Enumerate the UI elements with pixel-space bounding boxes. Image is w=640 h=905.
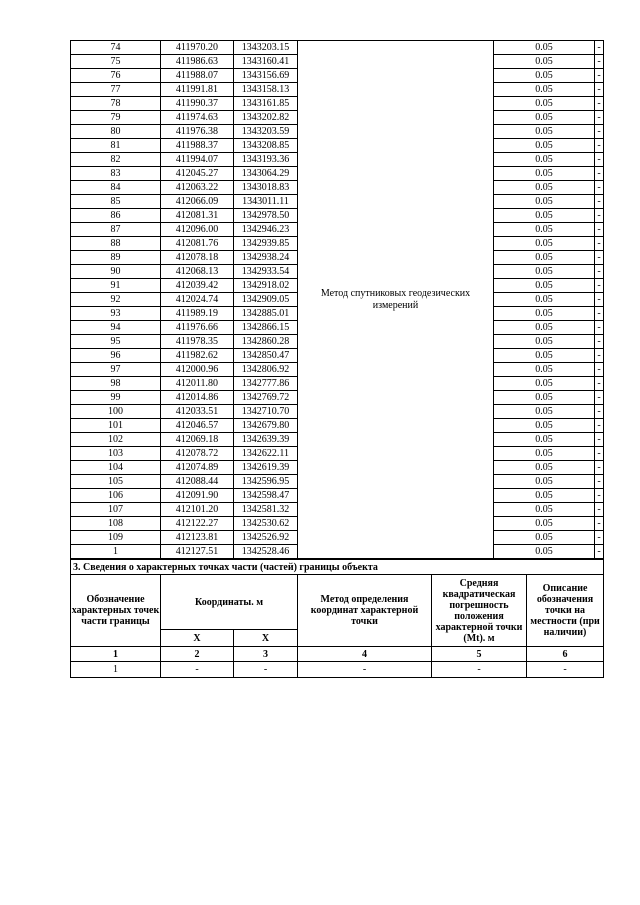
cell-description: -: [595, 489, 604, 503]
cell-description: -: [595, 363, 604, 377]
cell-point: 105: [71, 475, 161, 489]
cell-x: 412123.81: [161, 531, 234, 545]
cell-y: 1342619.39: [234, 461, 298, 475]
cell-error: 0.05: [494, 265, 595, 279]
cell-description: -: [595, 69, 604, 83]
cell-error: 0.05: [494, 237, 595, 251]
cell-y: 1343158.13: [234, 83, 298, 97]
cell-description: -: [595, 237, 604, 251]
cell-x: 412101.20: [161, 503, 234, 517]
cell-x: 411974.63: [161, 111, 234, 125]
cell-description: -: [595, 307, 604, 321]
cell-y: 1343011.11: [234, 195, 298, 209]
cell-point: 77: [71, 83, 161, 97]
cell-point: 81: [71, 139, 161, 153]
cell-error: 0.05: [494, 405, 595, 419]
cell-error: 0.05: [494, 83, 595, 97]
cell-point: 76: [71, 69, 161, 83]
cell-description: -: [595, 475, 604, 489]
cell-x: 412045.27: [161, 167, 234, 181]
cell-x: 411989.19: [161, 307, 234, 321]
cell-x: 411970.20: [161, 41, 234, 55]
cell-description: -: [595, 447, 604, 461]
cell-error: 0.05: [494, 461, 595, 475]
cell-point: 1: [71, 662, 161, 678]
cell-error: 0.05: [494, 363, 595, 377]
cell-x: 411991.81: [161, 83, 234, 97]
cell-x: 411976.38: [161, 125, 234, 139]
cell-description: -: [595, 517, 604, 531]
cell-x: 412011.80: [161, 377, 234, 391]
cell-y: 1343193.36: [234, 153, 298, 167]
cell-point: 74: [71, 41, 161, 55]
cell-error: 0.05: [494, 167, 595, 181]
cell-description: -: [595, 531, 604, 545]
cell-description: -: [595, 139, 604, 153]
cell-x: 412096.00: [161, 223, 234, 237]
cell-point: 97: [71, 363, 161, 377]
cell-description: -: [595, 405, 604, 419]
cell-description: -: [527, 662, 604, 678]
cell-point: 80: [71, 125, 161, 139]
cell-point: 94: [71, 321, 161, 335]
cell-y: 1342639.39: [234, 433, 298, 447]
cell-x: 411988.37: [161, 139, 234, 153]
cell-error: 0.05: [494, 111, 595, 125]
cell-y: 1342850.47: [234, 349, 298, 363]
cell-x: 412078.72: [161, 447, 234, 461]
header-x2: X: [234, 630, 298, 647]
cell-y: 1342679.80: [234, 419, 298, 433]
cell-y: 1342860.28: [234, 335, 298, 349]
cell-x: 411994.07: [161, 153, 234, 167]
cell-error: 0.05: [494, 139, 595, 153]
cell-description: -: [595, 265, 604, 279]
cell-point: 86: [71, 209, 161, 223]
cell-x: 412088.44: [161, 475, 234, 489]
header-x1: X: [161, 630, 234, 647]
cell-point: 92: [71, 293, 161, 307]
column-number: 3: [234, 647, 298, 662]
cell-point: 89: [71, 251, 161, 265]
column-number: 2: [161, 647, 234, 662]
cell-error: 0.05: [494, 489, 595, 503]
cell-error: 0.05: [494, 251, 595, 265]
cell-description: -: [595, 97, 604, 111]
cell-description: -: [595, 111, 604, 125]
cell-description: -: [595, 125, 604, 139]
cell-point: 87: [71, 223, 161, 237]
cell-x: 411976.66: [161, 321, 234, 335]
cell-error: 0.05: [494, 41, 595, 55]
cell-description: -: [595, 195, 604, 209]
cell-x: 412091.90: [161, 489, 234, 503]
cell-error: 0.05: [494, 307, 595, 321]
cell-description: -: [595, 251, 604, 265]
cell-x: 411990.37: [161, 97, 234, 111]
cell-y: -: [234, 662, 298, 678]
cell-error: 0.05: [494, 125, 595, 139]
section-3-table: [70, 559, 604, 678]
cell-description: -: [595, 55, 604, 69]
cell-error: 0.05: [494, 447, 595, 461]
cell-y: 1343203.59: [234, 125, 298, 139]
cell-error: 0.05: [494, 335, 595, 349]
cell-y: 1342946.23: [234, 223, 298, 237]
cell-error: 0.05: [494, 55, 595, 69]
cell-x: 412000.96: [161, 363, 234, 377]
cell-description: -: [595, 391, 604, 405]
cell-method: -: [298, 662, 432, 678]
cell-y: 1342777.86: [234, 377, 298, 391]
cell-x: 412039.42: [161, 279, 234, 293]
cell-x: 412081.76: [161, 237, 234, 251]
cell-error: 0.05: [494, 181, 595, 195]
header-coordinates: Координаты. м: [161, 575, 298, 630]
cell-point: 101: [71, 419, 161, 433]
cell-error: 0.05: [494, 419, 595, 433]
cell-point: 100: [71, 405, 161, 419]
cell-y: 1342978.50: [234, 209, 298, 223]
column-number: 5: [432, 647, 527, 662]
cell-point: 102: [71, 433, 161, 447]
cell-x: 411986.63: [161, 55, 234, 69]
cell-error: 0.05: [494, 349, 595, 363]
cell-description: -: [595, 377, 604, 391]
cell-x: 412078.18: [161, 251, 234, 265]
cell-point: 103: [71, 447, 161, 461]
cell-error: 0.05: [494, 475, 595, 489]
cell-y: 1342769.72: [234, 391, 298, 405]
cell-y: 1343160.41: [234, 55, 298, 69]
cell-description: -: [595, 181, 604, 195]
cell-description: -: [595, 223, 604, 237]
cell-y: 1342528.46: [234, 545, 298, 559]
cell-description: -: [595, 433, 604, 447]
cell-x: 412024.74: [161, 293, 234, 307]
cell-error: 0.05: [494, 97, 595, 111]
cell-description: -: [595, 321, 604, 335]
cell-y: 1343208.85: [234, 139, 298, 153]
cell-description: -: [595, 503, 604, 517]
cell-y: 1342939.85: [234, 237, 298, 251]
cell-point: 93: [71, 307, 161, 321]
cell-error: -: [432, 662, 527, 678]
cell-y: 1342581.32: [234, 503, 298, 517]
cell-y: 1342526.92: [234, 531, 298, 545]
cell-description: -: [595, 335, 604, 349]
cell-x: -: [161, 662, 234, 678]
cell-description: -: [595, 83, 604, 97]
cell-point: 78: [71, 97, 161, 111]
cell-description: -: [595, 545, 604, 559]
cell-x: 411988.07: [161, 69, 234, 83]
cell-x: 412066.09: [161, 195, 234, 209]
cell-x: 412014.86: [161, 391, 234, 405]
cell-description: -: [595, 279, 604, 293]
cell-point: 99: [71, 391, 161, 405]
cell-error: 0.05: [494, 433, 595, 447]
cell-x: 412046.57: [161, 419, 234, 433]
cell-y: 1342530.62: [234, 517, 298, 531]
cell-y: 1342933.54: [234, 265, 298, 279]
cell-x: 411982.62: [161, 349, 234, 363]
column-number: 1: [71, 647, 161, 662]
cell-point: 95: [71, 335, 161, 349]
cell-description: -: [595, 293, 604, 307]
header-designation: Обозначение характерных точек части границы: [71, 575, 161, 647]
cell-error: 0.05: [494, 195, 595, 209]
cell-point: 1: [71, 545, 161, 559]
cell-x: 412122.27: [161, 517, 234, 531]
cell-point: 91: [71, 279, 161, 293]
cell-point: 79: [71, 111, 161, 125]
cell-description: -: [595, 419, 604, 433]
cell-error: 0.05: [494, 517, 595, 531]
cell-y: 1343156.69: [234, 69, 298, 83]
cell-point: 84: [71, 181, 161, 195]
cell-y: 1342918.02: [234, 279, 298, 293]
table-row: [71, 662, 604, 678]
cell-x: 412081.31: [161, 209, 234, 223]
cell-y: 1343203.15: [234, 41, 298, 55]
cell-point: 82: [71, 153, 161, 167]
cell-y: 1342909.05: [234, 293, 298, 307]
cell-description: -: [595, 461, 604, 475]
cell-x: 412074.89: [161, 461, 234, 475]
cell-y: 1342710.70: [234, 405, 298, 419]
cell-error: 0.05: [494, 209, 595, 223]
cell-error: 0.05: [494, 293, 595, 307]
cell-point: 90: [71, 265, 161, 279]
cell-description: -: [595, 349, 604, 363]
cell-point: 88: [71, 237, 161, 251]
cell-error: 0.05: [494, 279, 595, 293]
section-title: 3. Сведения о характерных точках части (частей) границы объекта: [71, 560, 604, 575]
cell-error: 0.05: [494, 503, 595, 517]
cell-point: 96: [71, 349, 161, 363]
cell-error: 0.05: [494, 377, 595, 391]
cell-error: 0.05: [494, 321, 595, 335]
header-error: Средняя квадратическая погрешность положения характерной точки (Mt). м: [432, 575, 527, 647]
cell-y: 1343161.85: [234, 97, 298, 111]
cell-y: 1343202.82: [234, 111, 298, 125]
cell-description: -: [595, 167, 604, 181]
cell-point: 104: [71, 461, 161, 475]
cell-y: 1342806.92: [234, 363, 298, 377]
cell-y: 1342622.11: [234, 447, 298, 461]
cell-error: 0.05: [494, 391, 595, 405]
cell-y: 1343064.29: [234, 167, 298, 181]
column-number: 4: [298, 647, 432, 662]
cell-description: -: [595, 41, 604, 55]
cell-x: 412063.22: [161, 181, 234, 195]
header-description: Описание обозначения точки на местности (при наличии): [527, 575, 604, 647]
cell-x: 412033.51: [161, 405, 234, 419]
header-method: Метод определения координат характерной точки: [298, 575, 432, 647]
cell-error: 0.05: [494, 545, 595, 559]
cell-point: 98: [71, 377, 161, 391]
cell-error: 0.05: [494, 153, 595, 167]
cell-x: 411978.35: [161, 335, 234, 349]
cell-description: -: [595, 209, 604, 223]
cell-x: 412127.51: [161, 545, 234, 559]
column-number: 6: [527, 647, 604, 662]
cell-y: 1343018.83: [234, 181, 298, 195]
cell-error: 0.05: [494, 531, 595, 545]
cell-point: 108: [71, 517, 161, 531]
cell-point: 109: [71, 531, 161, 545]
cell-y: 1342938.24: [234, 251, 298, 265]
document-page: [70, 40, 603, 678]
cell-point: 85: [71, 195, 161, 209]
cell-method: Метод спутниковых геодезических измерений: [298, 41, 494, 559]
table-row: [71, 41, 604, 55]
cell-x: 412068.13: [161, 265, 234, 279]
cell-y: 1342866.15: [234, 321, 298, 335]
cell-description: -: [595, 153, 604, 167]
cell-x: 412069.18: [161, 433, 234, 447]
cell-point: 107: [71, 503, 161, 517]
cell-point: 83: [71, 167, 161, 181]
cell-point: 106: [71, 489, 161, 503]
cell-y: 1342885.01: [234, 307, 298, 321]
cell-point: 75: [71, 55, 161, 69]
cell-error: 0.05: [494, 223, 595, 237]
cell-y: 1342596.95: [234, 475, 298, 489]
cell-y: 1342598.47: [234, 489, 298, 503]
cell-error: 0.05: [494, 69, 595, 83]
coordinates-table: [70, 40, 604, 559]
